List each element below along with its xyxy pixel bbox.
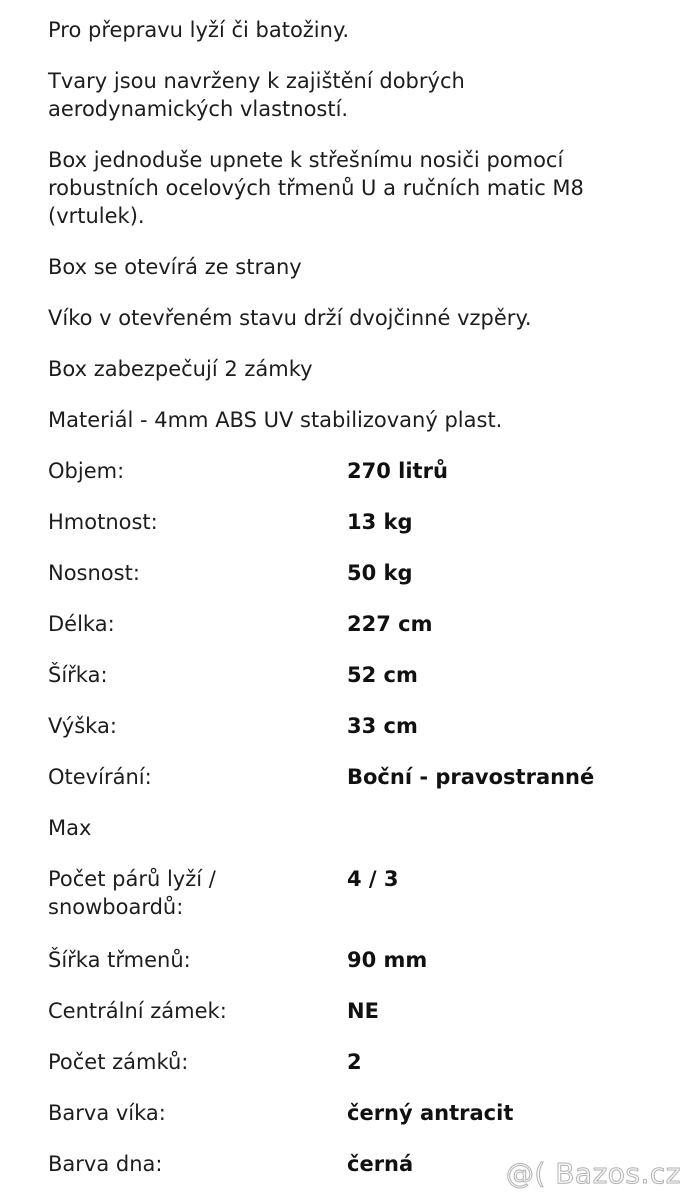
spec-label: Nosnost: [48,561,140,585]
description-line: Box se otevírá ze strany [48,255,302,279]
spec-value: černá [347,1152,414,1176]
spec-row [48,997,668,1048]
description-line: Víko v otevřeném stavu drží dvojčinné vzpěry. [48,306,532,330]
description-line: Box zabezpečují 2 zámky [48,357,313,381]
spec-value: NE [347,999,379,1023]
bazos-watermark: @( Bazos.cz [505,1157,681,1190]
spec-label: Počet párů lyží / snowboardů: [48,867,216,919]
spec-value: černý antracit [347,1101,514,1125]
spec-row [48,814,668,865]
spec-label: Délka: [48,612,115,636]
spec-label: Výška: [48,714,117,738]
spec-label: Barva dna: [48,1152,163,1176]
spec-row [48,610,668,661]
spec-table [48,457,668,1190]
spec-label: Barva víka: [48,1101,166,1125]
listing-description [48,16,668,1190]
spec-row [48,712,668,763]
spec-row [48,1099,668,1150]
description-line: Pro přepravu lyží či batožiny. [48,18,350,42]
spec-row [48,508,668,559]
spec-row [48,1048,668,1099]
spec-row [48,763,668,814]
spec-value: 90 mm [347,948,428,972]
spec-label: Hmotnost: [48,510,158,534]
description-line: Box jednoduše upnete k střešnímu nosiči pomocí robustních ocelových třmenů U a ručních matic M8 (vrtulek). [48,148,584,228]
spec-label: Šířka: [48,663,108,687]
spec-value: 13 kg [347,510,413,534]
spec-row [48,865,668,946]
spec-value: 270 litrů [347,459,448,483]
spec-label: Počet zámků: [48,1050,189,1074]
spec-value: 33 cm [347,714,418,738]
spec-value: 227 cm [347,612,433,636]
spec-row [48,946,668,997]
spec-label: Max [48,816,92,840]
spec-label: Centrální zámek: [48,999,227,1023]
spec-label: Objem: [48,459,125,483]
spec-value: Boční - pravostranné [347,765,595,789]
spec-row [48,457,668,508]
spec-label: Otevírání: [48,765,152,789]
spec-value: 52 cm [347,663,418,687]
spec-value: 50 kg [347,561,413,585]
spec-value: 2 [347,1050,362,1074]
description-line: Materiál - 4mm ABS UV stabilizovaný plast. [48,408,503,432]
spec-row [48,559,668,610]
description-line: Tvary jsou navrženy k zajištění dobrých aerodynamických vlastností. [48,69,465,121]
spec-label: Šířka třmenů: [48,948,191,972]
spec-row [48,661,668,712]
spec-value: 4 / 3 [347,867,399,891]
